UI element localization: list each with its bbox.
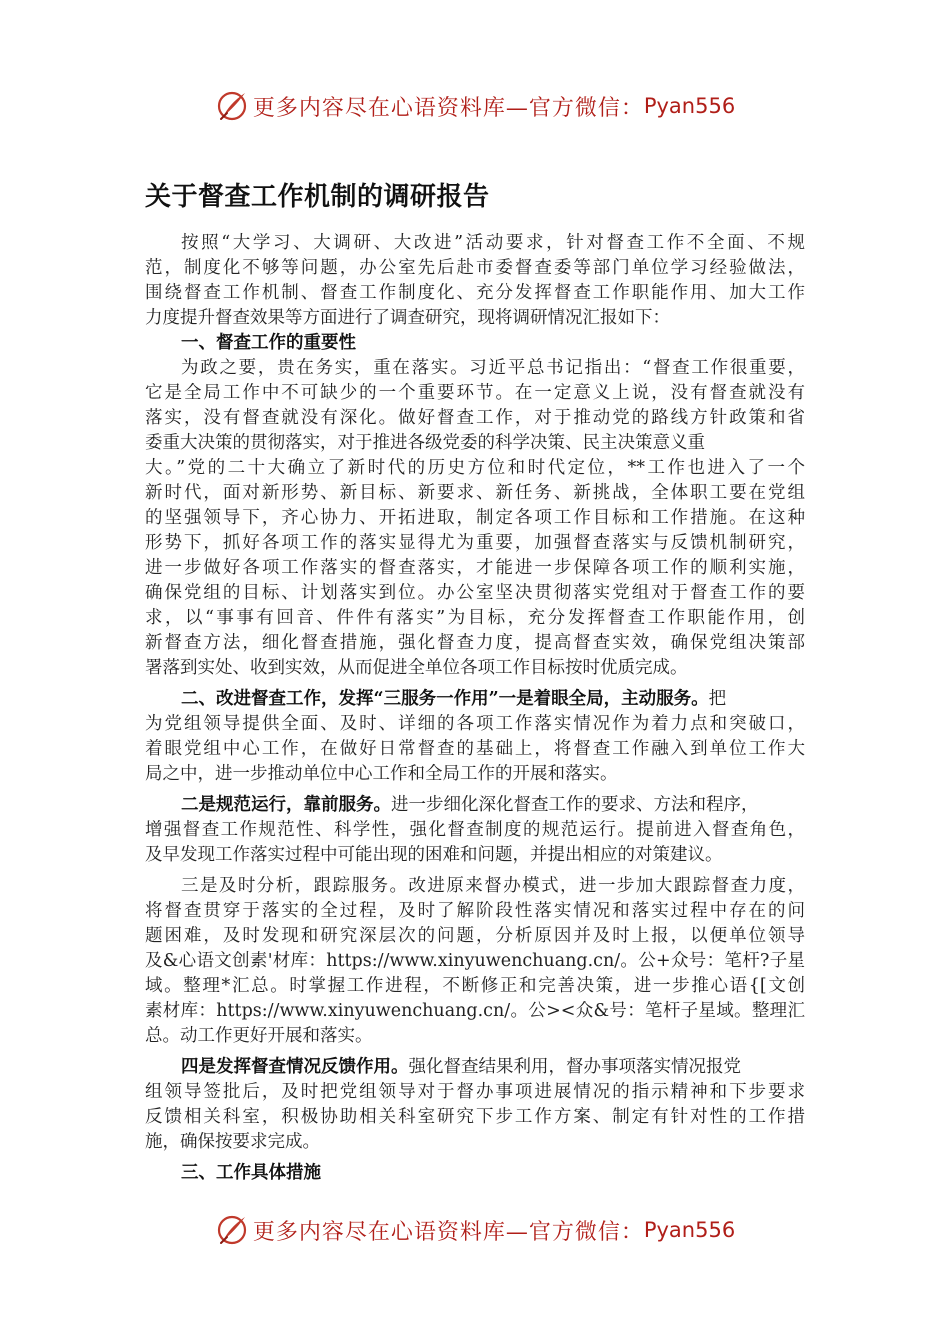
body-line: 它是全局工作中不可缺少的一个重要环节。在一定意义上说，没有督查就没有 [145,383,805,403]
body-line: 按照“大学习、大调研、大改进”活动要求，针对督查工作不全面、不规 [181,233,805,253]
body-line: 确保党组的目标、计划落实到位。办公室坚决贯彻落实党组对于督查工作的要 [145,583,805,603]
body-line: 为党组领导提供全面、及时、详细的各项工作落实情况作为着力点和突破口， [145,714,805,734]
banner-text: 更多内容尽在心语资料库—官方微信： [252,95,644,121]
document-title: 关于督查工作机制的调研报告 [145,182,490,212]
body-line: 及早发现工作落实过程中可能出现的困难和问题，并提出相应的对策建议。 [145,845,723,865]
body-line: 题困难，及时发现和研究深层次的问题，分析原因并及时上报，以便单位领导 [145,926,805,946]
document-body [145,231,805,1186]
body-line: 新督查方法，细化督查措施，强化督查力度，提高督查实效，确保党组决策部 [145,633,805,653]
section-heading-3: 三、工作具体措施 [181,1163,321,1183]
body-line: 委重大决策的贯彻落实，对于推进各级党委的科学决策、民主决策意义重 [145,433,705,453]
body-line: 的坚强领导下，齐心协力、开拓进取，制定各项工作目标和工作措施。在这种 [145,508,805,528]
header-watermark-banner [0,84,950,128]
body-line: 组领导签批后，及时把党组领导对于督办事项进展情况的指示精神和下步要求 [145,1082,805,1102]
body-line: 署落到实处、收到实效，从而促进全单位各项工作目标按时优质完成。 [145,658,688,678]
body-line: 形势下，抓好各项工作的落实显得尤为重要，加强督查落实与反馈机制研究， [145,533,805,553]
body-line: 落实，没有督查就没有深化。做好督查工作，对于推动党的路线方针政策和省 [145,408,805,428]
body-line: 着眼党组中心工作，在做好日常督查的基础上，将督查工作融入到单位工作大 [145,739,805,759]
banner-wechat-id: Pyan556 [643,94,736,118]
section-heading-2: 二、改进督查工作，发挥“三服务一作用”一是着眼全局，主动服务。把 [181,689,727,709]
body-line: 素材库：https://www.xinyuwenchuang.cn/。公><众&号：笔杆子星域。整理汇 [145,1001,805,1021]
body-line: 将督查贯穿于落实的全过程，及时了解阶段性落实情况和落实过程中存在的问 [145,901,805,921]
banner-wechat-id: Pyan556 [643,1218,736,1242]
body-line: 增强督查工作规范性、科学性，强化督查制度的规范运行。提前进入督查角色， [145,820,805,840]
footer-watermark-banner [0,1208,950,1252]
section-heading-1: 一、督查工作的重要性 [181,333,356,353]
body-line: 新时代，面对新形势、新目标、新要求、新任务、新挑战，全体职工要在党组 [145,483,805,503]
body-line: 局之中，进一步推动单位中心工作和全局工作的开展和落实。 [145,764,618,784]
body-line: 反馈相关科室，积极协助相关科室研究下步工作方案、制定有针对性的工作措 [145,1107,805,1127]
body-line: 为政之要，贵在务实，重在落实。习近平总书记指出：“督查工作很重要， [181,358,805,378]
body-line: 大。”党的二十大确立了新时代的历史方位和时代定位，**工作也进入了一个 [145,458,805,478]
banner-text: 更多内容尽在心语资料库—官方微信： [252,1219,644,1245]
body-line: 施，确保按要求完成。 [145,1132,320,1152]
quill-logo-icon [215,1213,249,1247]
quill-logo-icon [215,89,249,123]
body-line: 进一步做好各项工作落实的督查落实，才能进一步保障各项工作的顺利实施， [145,558,805,578]
body-line: 范，制度化不够等问题，办公室先后赴市委督查委等部门单位学习经验做法， [145,258,805,278]
body-line: 围绕督查工作机制、督查工作制度化、充分发挥督查工作职能作用、加大工作 [145,283,805,303]
paragraph-lead-line: 四是发挥督查情况反馈作用。强化督查结果利用，督办事项落实情况报党 [181,1057,741,1077]
body-line: 及&心语文创素'材库：https://www.xinyuwenchuang.cn/。公+众号：笔杆?子星 [145,951,805,971]
body-line: 总。动工作更好开展和落实。 [145,1026,373,1046]
body-line: 域。整理*汇总。时掌握工作进程，不断修正和完善决策，进一步推心语{[文创 [145,976,805,996]
body-line: 三是及时分析，跟踪服务。改进原来督办模式，进一步加大跟踪督查力度， [181,876,805,896]
body-line: 力度提升督查效果等方面进行了调查研究，现将调研情况汇报如下： [145,308,670,328]
body-line: 求，以“事事有回音、件件有落实”为目标，充分发挥督查工作职能作用，创 [145,608,805,628]
paragraph-lead-line: 二是规范运行，靠前服务。进一步细化深化督查工作的要求、方法和程序， [181,795,759,815]
